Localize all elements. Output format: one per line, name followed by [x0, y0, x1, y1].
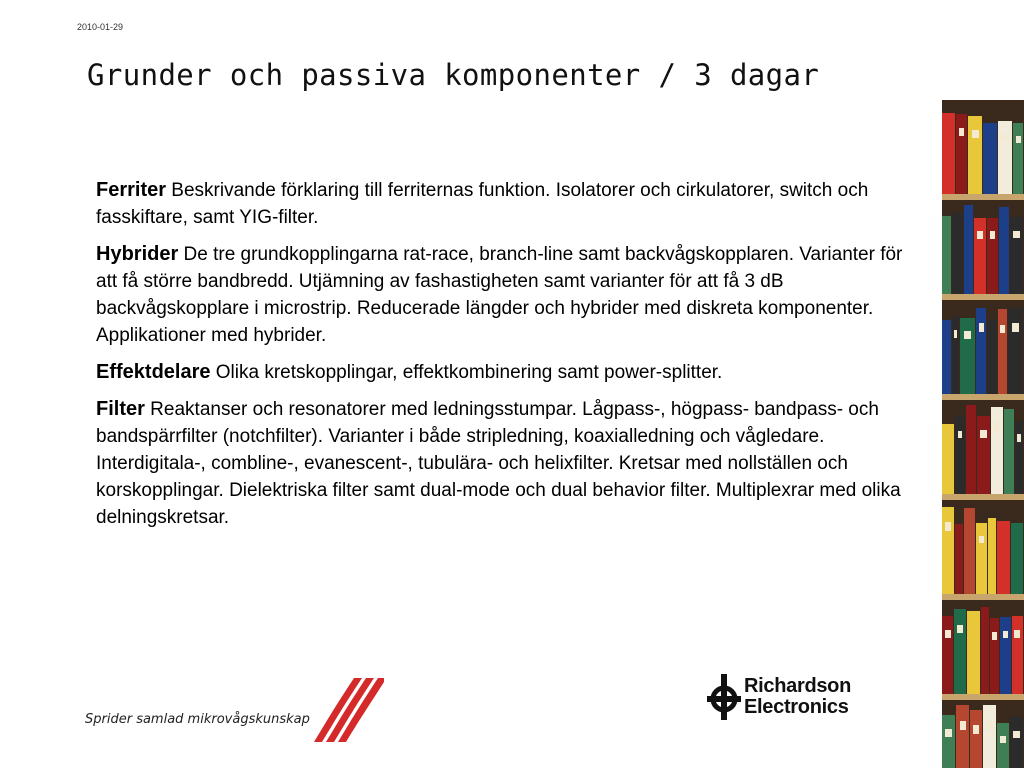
book-label [1013, 231, 1019, 239]
book-spine [942, 320, 951, 394]
shelf-board [942, 394, 1024, 400]
book-spine [974, 218, 986, 295]
book-spine [942, 424, 954, 494]
book-spine [977, 416, 990, 494]
book-label [977, 231, 983, 239]
book-spine [942, 715, 955, 768]
book-label [972, 130, 979, 138]
company-name-line1: Richardson [744, 675, 852, 697]
book-spine [968, 116, 982, 194]
book-label [960, 721, 966, 730]
book-spine [964, 205, 973, 294]
book-spine [964, 508, 975, 594]
book-spine [1004, 409, 1013, 495]
section-ferriter [96, 177, 908, 231]
section-text: Reaktanser och resonatorer med ledningsstumpar. Lågpass-, högpass- bandpass- och bandspärrfilter (notchfilter). Varianter i både stripledning, koaxialledning och vågledare. Interdigitala-, combline-, evanescent-, tubulära- och helixfilter. Kretsar med nollställen och korskopplingar. Dielektriska filter samt dual-mode och dual behavior filter. Multiplexrar med olika delningskretsar. [96, 399, 901, 528]
book-label [979, 536, 984, 543]
book-label [1017, 434, 1021, 441]
book-spine [983, 705, 996, 768]
shelf-row [942, 504, 1024, 594]
book-spine [976, 523, 987, 594]
book-label [1003, 631, 1008, 639]
book-spine [1015, 421, 1023, 494]
section-term: Ferriter [96, 179, 167, 201]
book-label [1016, 136, 1021, 143]
book-spine [954, 609, 965, 694]
slide-body [96, 177, 908, 541]
shelf-board [942, 294, 1024, 300]
book-spine [942, 216, 951, 294]
book-label [945, 729, 952, 737]
company-name-line2: Electronics [744, 696, 849, 718]
book-label [1000, 325, 1005, 333]
richardson-electronics-logo [707, 672, 887, 722]
book-spine [942, 507, 954, 594]
section-text: De tre grundkopplingarna rat-race, branch-line samt backvågskopplaren. Varianter för att få större bandbredd. Utjämning av fashastigheten samt varianter för att få 3 dB backvågskopplare i microstrip. Reducerade längder och hybrider med diskreta komponenter. Applikationer med hybrider. [96, 244, 903, 346]
book-spine [987, 319, 996, 394]
book-spine [952, 316, 960, 394]
section-effektdelare [96, 359, 908, 386]
section-term: Hybrider [96, 243, 179, 265]
swoosh-logo-icon [312, 672, 384, 744]
book-label [1000, 736, 1006, 743]
book-spine [983, 123, 997, 194]
bookshelf-image [942, 100, 1024, 768]
shelf-row [942, 104, 1024, 194]
company-name [744, 676, 851, 718]
book-label [973, 725, 979, 733]
book-label [1013, 731, 1020, 739]
book-spine [956, 114, 968, 194]
shelf-row [942, 204, 1024, 294]
shelf-board [942, 494, 1024, 500]
book-label [945, 630, 951, 638]
book-label [994, 422, 1000, 431]
section-text: Beskrivande förklaring till ferriternas funktion. Isolatorer och cirkulatorer, switch och fasskiftare, samt YIG-filter. [96, 180, 869, 228]
shelf-board [942, 694, 1024, 700]
book-spine [967, 611, 980, 694]
section-hybrider [96, 241, 908, 349]
shelf-board [942, 194, 1024, 200]
book-spine [998, 309, 1007, 394]
book-label [945, 522, 951, 531]
book-spine [955, 417, 964, 494]
slogan-text: Sprider samlad mikrovågskunskap [85, 712, 310, 727]
shelf-row [942, 404, 1024, 494]
book-spine [952, 213, 963, 294]
book-spine [991, 407, 1003, 494]
section-term: Effektdelare [96, 361, 211, 383]
book-spine [960, 318, 975, 395]
book-spine [990, 618, 999, 694]
book-spine [970, 710, 983, 768]
book-label [1014, 630, 1020, 638]
section-term: Filter [96, 398, 145, 420]
book-spine [998, 121, 1013, 194]
book-label [980, 430, 987, 438]
book-spine [1010, 217, 1023, 294]
book-spine [987, 218, 998, 295]
shelf-row [942, 604, 1024, 694]
book-label [959, 128, 965, 136]
section-filter [96, 396, 908, 531]
book-label [958, 431, 963, 439]
book-spine [966, 405, 976, 494]
book-label [987, 721, 993, 730]
shelf-row [942, 304, 1024, 394]
book-spine [997, 521, 1010, 594]
book-label [979, 323, 984, 332]
book-label [1012, 323, 1019, 332]
book-label [992, 632, 996, 640]
book-spine [1011, 523, 1023, 594]
book-spine [942, 616, 953, 694]
book-label [954, 330, 958, 338]
book-label [964, 331, 971, 339]
book-spine [1012, 616, 1023, 694]
book-spine [1010, 717, 1023, 768]
book-spine [956, 705, 969, 768]
book-label [957, 625, 963, 633]
book-spine [1000, 617, 1011, 694]
shelf-board [942, 594, 1024, 600]
richardson-emblem-icon [707, 674, 741, 720]
book-spine [997, 723, 1009, 768]
book-spine [1008, 308, 1023, 394]
slide-title: Grunder och passiva komponenter / 3 dagar [87, 58, 820, 92]
book-spine [942, 113, 955, 194]
shelf-row [942, 704, 1024, 768]
book-spine [976, 308, 986, 394]
book-spine [981, 607, 989, 694]
book-label [1001, 134, 1008, 141]
book-spine [1013, 123, 1023, 194]
section-text: Olika kretskopplingar, effektkombinering samt power-splitter. [210, 362, 723, 383]
book-spine [999, 207, 1009, 294]
book-label [990, 231, 995, 239]
slide-date: 2010-01-29 [77, 22, 124, 32]
book-spine [955, 524, 963, 594]
book-spine [988, 518, 996, 595]
